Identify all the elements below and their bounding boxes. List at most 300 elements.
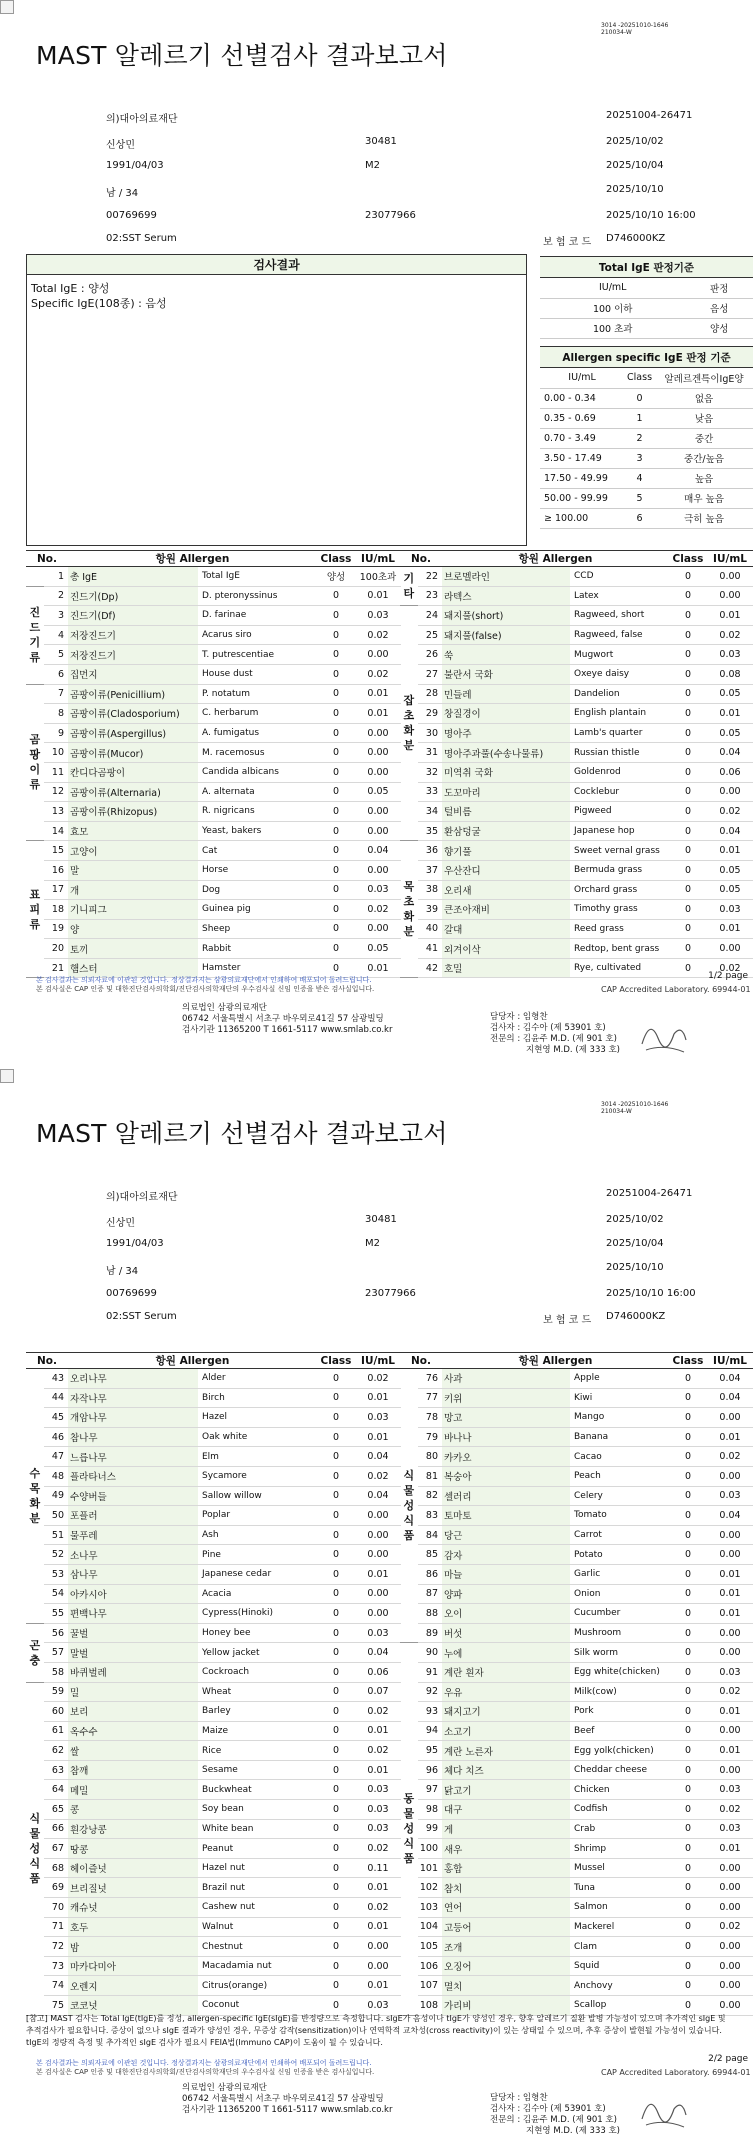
allergen-korean: 아카시아	[68, 1584, 198, 1604]
ward: M2	[365, 160, 380, 171]
allergen-number: 15	[44, 841, 68, 861]
allergen-value: 0.01	[707, 841, 753, 861]
allergen-english: Squid	[570, 1956, 669, 1976]
allergen-korean: 마늘	[442, 1564, 570, 1584]
allergen-english: Chestnut	[198, 1937, 317, 1957]
allergen-class: 0	[317, 782, 355, 802]
allergen-english: Sallow willow	[198, 1486, 317, 1506]
allergen-number: 5	[44, 645, 68, 665]
lab-contact: 검사기관 11365200 T 1661-5117 www.smlab.co.kr	[182, 2105, 393, 2115]
allergen-number: 90	[418, 1643, 442, 1663]
allergen-table-right	[400, 1352, 753, 2016]
allergen-english: Macadamia nut	[198, 1956, 317, 1976]
allergen-english: Redtop, bent grass	[570, 939, 669, 959]
allergen-english: Banana	[570, 1427, 669, 1447]
broken-image-icon	[0, 0, 14, 14]
insurance-code: D746000KZ	[606, 1311, 666, 1322]
allergen-class: 0	[669, 782, 707, 802]
column-header-no: No.	[400, 551, 442, 567]
criteria-col: 판정	[685, 278, 753, 298]
allergen-number: 14	[44, 821, 68, 841]
allergen-number: 36	[418, 841, 442, 861]
allergen-number: 35	[418, 821, 442, 841]
allergen-english: Crab	[570, 1819, 669, 1839]
criteria-cell: 3	[624, 448, 655, 468]
allergen-korean: 흰강낭콩	[68, 1819, 198, 1839]
allergen-class: 0	[669, 625, 707, 645]
allergen-korean: 효모	[68, 821, 198, 841]
allergen-korean: 가리비	[442, 1996, 570, 2016]
table-row	[26, 1682, 401, 1702]
collected-date: 2025/10/02	[606, 1214, 664, 1225]
allergen-class: 0	[669, 684, 707, 704]
criteria-cell: 4	[624, 468, 655, 488]
allergen-korean: 참나무	[68, 1427, 198, 1447]
table-row	[400, 821, 753, 841]
table-row	[26, 1702, 401, 1722]
allergen-value: 0.01	[707, 1584, 753, 1604]
allergen-value: 0.11	[355, 1858, 401, 1878]
table-row	[400, 1643, 753, 1663]
allergen-number: 30	[418, 723, 442, 743]
allergen-korean: 자작나무	[68, 1388, 198, 1408]
allergen-class: 0	[317, 1623, 355, 1643]
allergen-number: 99	[418, 1819, 442, 1839]
allergen-number: 71	[44, 1917, 68, 1937]
allergen-english: Rye, cultivated	[570, 958, 669, 978]
allergen-class: 0	[317, 704, 355, 724]
allergen-number: 45	[44, 1408, 68, 1428]
insurance-label: 보 험 코 드	[543, 1315, 592, 1326]
allergen-number: 48	[44, 1466, 68, 1486]
allergen-value: 0.01	[355, 586, 401, 606]
allergen-value: 0.08	[707, 664, 753, 684]
allergen-class: 0	[669, 1447, 707, 1467]
table-row	[400, 880, 753, 900]
allergen-class: 0	[317, 664, 355, 684]
criteria-cell: 매우 높음	[655, 488, 753, 508]
allergen-korean: 멸치	[442, 1976, 570, 1996]
allergen-value: 0.00	[355, 1545, 401, 1565]
column-header-allergen: 항원 Allergen	[442, 551, 669, 567]
allergen-english: Ragweed, short	[570, 606, 669, 626]
allergen-number: 83	[418, 1506, 442, 1526]
column-header-no: No.	[26, 1353, 68, 1369]
allergen-value: 0.03	[355, 1623, 401, 1643]
patient-name: 신상민	[106, 1218, 135, 1229]
allergen-korean: 개	[68, 880, 198, 900]
allergen-class: 0	[669, 743, 707, 763]
table-row	[400, 1427, 753, 1447]
allergen-english: Japanese hop	[570, 821, 669, 841]
allergen-class: 0	[317, 1996, 355, 2016]
allergen-english: Sycamore	[198, 1466, 317, 1486]
allergen-korean: 쌀	[68, 1741, 198, 1761]
reference-note: [참고] MAST 검사는 Total IgE(tIgE)를 정성, allergen-specific IgE(sIgE)를 반정량으로 측정합니다. sIgE가 음성이나 tIgE가 양성인 경우, 향후 알레르기 질환 발병 가능성이 있으며 추가적인 sIgE 및 추적검사가 필요합니다. 증상이 없으나 sIgE 결과가 양성인 경우, 무증상 감작(sensitization)이나 연역학적 교차성(cross reactivity)이 있는 상태일 수 있으며, 추후 증상이 발현될 가능성이 있습니다. tIgE의 정량적 측정 및 추가적인 sIgE 검사가 필요시 FEIA법(Immuno CAP)이 도움이 될 수 있습니다.	[26, 2014, 726, 2047]
allergen-number: 6	[44, 664, 68, 684]
table-row	[26, 1388, 401, 1408]
table-row	[400, 1682, 753, 1702]
allergen-value: 0.03	[355, 1996, 401, 2016]
table-row	[400, 762, 753, 782]
allergen-number: 82	[418, 1486, 442, 1506]
allergen-number: 61	[44, 1721, 68, 1741]
total-ige-criteria-title: Total IgE 판정기준	[540, 256, 753, 278]
allergen-english: Goldenrod	[570, 762, 669, 782]
allergen-value: 0.03	[707, 1662, 753, 1682]
table-row	[26, 1408, 401, 1428]
specimen-type: 02:SST Serum	[106, 1311, 177, 1322]
allergen-english: Codfish	[570, 1800, 669, 1820]
table-row	[400, 1584, 753, 1604]
allergen-korean: 누에	[442, 1643, 570, 1663]
allergen-korean: 콩	[68, 1800, 198, 1820]
allergen-korean: 돼지고기	[442, 1702, 570, 1722]
allergen-number: 104	[418, 1917, 442, 1937]
allergen-english: Cocklebur	[570, 782, 669, 802]
allergen-english: Cucumber	[570, 1604, 669, 1624]
received-date: 2025/10/04	[606, 1238, 664, 1249]
allergen-value: 0.02	[707, 1800, 753, 1820]
allergen-number: 41	[418, 939, 442, 959]
allergen-english: Clam	[570, 1937, 669, 1957]
allergen-number: 23	[418, 586, 442, 606]
table-row	[26, 1369, 401, 1389]
allergen-value: 0.00	[355, 1937, 401, 1957]
allergen-number: 67	[44, 1839, 68, 1859]
criteria-col: 알레르겐특이IgE양	[655, 368, 753, 388]
allergen-class: 0	[317, 939, 355, 959]
allergen-class: 0	[317, 684, 355, 704]
table-row	[400, 1702, 753, 1722]
page-number: 2/2 page	[708, 2054, 748, 2064]
table-row	[26, 841, 401, 861]
allergen-korean: 감자	[442, 1545, 570, 1565]
allergen-value: 0.01	[355, 704, 401, 724]
table-row	[26, 625, 401, 645]
allergen-number: 65	[44, 1800, 68, 1820]
allergen-number: 98	[418, 1800, 442, 1820]
lab-name: 의료법인 삼광의료재단	[182, 1003, 267, 1013]
allergen-class: 0	[669, 664, 707, 684]
allergen-class: 0	[317, 958, 355, 978]
allergen-korean: 마카다미아	[68, 1956, 198, 1976]
table-row	[26, 1506, 401, 1526]
allergen-class: 0	[669, 645, 707, 665]
specific-ige-result: Specific IgE(108종) : 음성	[31, 297, 167, 310]
allergen-class: 0	[669, 939, 707, 959]
allergen-value: 0.00	[707, 1408, 753, 1428]
allergen-english: Garlic	[570, 1564, 669, 1584]
table-row	[400, 1564, 753, 1584]
allergen-value: 0.02	[355, 664, 401, 684]
allergen-value: 0.05	[355, 939, 401, 959]
table-row	[400, 1447, 753, 1467]
allergen-english: Tomato	[570, 1506, 669, 1526]
allergen-korean: 라텍스	[442, 586, 570, 606]
allergen-korean: 오리나무	[68, 1369, 198, 1389]
table-row	[400, 1858, 753, 1878]
allergen-class: 0	[317, 880, 355, 900]
table-row	[400, 1839, 753, 1859]
allergen-value: 0.03	[355, 1780, 401, 1800]
criteria-cell: 3.50 - 17.49	[540, 448, 624, 468]
sex-age: 남 / 34	[106, 188, 139, 199]
allergen-korean: 오리새	[442, 880, 570, 900]
allergen-class: 0	[669, 1388, 707, 1408]
allergen-value: 0.00	[707, 1878, 753, 1898]
allergen-english: Sheep	[198, 919, 317, 939]
allergen-number: 97	[418, 1780, 442, 1800]
allergen-number: 1	[44, 567, 68, 587]
total-ige-criteria	[540, 256, 753, 339]
allergen-english: Chicken	[570, 1780, 669, 1800]
allergen-number: 11	[44, 762, 68, 782]
allergen-value: 0.00	[355, 1956, 401, 1976]
allergen-number: 87	[418, 1584, 442, 1604]
allergen-class: 0	[317, 802, 355, 822]
allergen-korean: 호두	[68, 1917, 198, 1937]
allergen-value: 0.03	[707, 645, 753, 665]
column-header-class: Class	[669, 1353, 707, 1369]
allergen-class: 0	[317, 1839, 355, 1859]
allergen-number: 34	[418, 802, 442, 822]
allergen-value: 0.04	[707, 821, 753, 841]
sex-age: 남 / 34	[106, 1266, 139, 1277]
allergen-number: 64	[44, 1780, 68, 1800]
allergen-korean: 소고기	[442, 1721, 570, 1741]
allergen-class: 0	[669, 1721, 707, 1741]
table-row	[26, 1643, 401, 1663]
allergen-korean: 셀러리	[442, 1486, 570, 1506]
allergen-class: 0	[317, 1369, 355, 1389]
specimen-id: 00769699	[106, 210, 157, 221]
allergen-english: Peanut	[198, 1839, 317, 1859]
allergen-number: 77	[418, 1388, 442, 1408]
table-row	[26, 1937, 401, 1957]
allergen-korean: 밤	[68, 1937, 198, 1957]
table-row	[26, 704, 401, 724]
allergen-number: 22	[418, 567, 442, 587]
allergen-korean: 고양이	[68, 841, 198, 861]
allergen-value: 0.00	[707, 1996, 753, 2016]
allergen-value: 0.00	[707, 1643, 753, 1663]
table-row	[26, 1662, 401, 1682]
result-box	[26, 254, 527, 546]
allergen-korean: 말벌	[68, 1643, 198, 1663]
criteria-col: IU/mL	[540, 278, 685, 298]
chart-number: 30481	[365, 136, 397, 147]
allergen-korean: 브로멜라인	[442, 567, 570, 587]
allergen-number: 3	[44, 606, 68, 626]
allergen-class: 0	[669, 1898, 707, 1918]
allergen-number: 80	[418, 1447, 442, 1467]
allergen-number: 27	[418, 664, 442, 684]
report-page-2	[0, 1069, 756, 2138]
allergen-english: Acarus siro	[198, 625, 317, 645]
allergen-number: 16	[44, 860, 68, 880]
allergen-english: A. alternata	[198, 782, 317, 802]
allergen-english: Ash	[198, 1525, 317, 1545]
allergen-value: 0.04	[707, 743, 753, 763]
allergen-class: 0	[317, 1486, 355, 1506]
allergen-class: 0	[317, 841, 355, 861]
reported-date: 2025/10/10	[606, 184, 664, 195]
allergen-english: Mussel	[570, 1858, 669, 1878]
table-row	[400, 664, 753, 684]
allergen-value: 0.00	[707, 567, 753, 587]
footer-certification: 본 검사실은 CAP 인증 및 대한진단검사의학회/진단검사의학재단의 우수검사실 신임 인증을 받은 검사실입니다.	[36, 2068, 375, 2076]
table-row	[400, 841, 753, 861]
allergen-class: 0	[669, 1408, 707, 1428]
allergen-english: House dust	[198, 664, 317, 684]
allergen-value: 0.06	[355, 1662, 401, 1682]
allergen-english: Salmon	[570, 1898, 669, 1918]
allergen-english: Sesame	[198, 1760, 317, 1780]
allergen-value: 0.02	[707, 625, 753, 645]
ward: M2	[365, 1238, 380, 1249]
column-header-no: No.	[400, 1353, 442, 1369]
allergen-korean: 환삼덩굴	[442, 821, 570, 841]
cap-accreditation: CAP Accredited Laboratory. 69944-01	[601, 2068, 751, 2077]
allergen-korean: 총 IgE	[68, 567, 198, 587]
allergen-number: 73	[44, 1956, 68, 1976]
allergen-value: 0.00	[355, 1525, 401, 1545]
criteria-cell: 높음	[655, 468, 753, 488]
staff-tester: 검사자 : 김수아 (제 53901 호)	[490, 1023, 606, 1033]
allergen-korean: 참치	[442, 1878, 570, 1898]
group-label: 기 타	[400, 567, 418, 606]
allergen-english: Dog	[198, 880, 317, 900]
allergen-english: Orchard grass	[570, 880, 669, 900]
allergen-korean: 복숭아	[442, 1466, 570, 1486]
column-header-allergen: 항원 Allergen	[68, 1353, 317, 1369]
allergen-class: 0	[669, 1427, 707, 1447]
allergen-korean: 고등어	[442, 1917, 570, 1937]
allergen-english: Brazil nut	[198, 1878, 317, 1898]
allergen-value: 0.03	[355, 1408, 401, 1428]
allergen-number: 95	[418, 1741, 442, 1761]
allergen-value: 0.01	[707, 606, 753, 626]
hospital-name: 의)대아의료재단	[106, 114, 178, 125]
allergen-value: 0.04	[355, 1643, 401, 1663]
allergen-english: Cypress(Hinoki)	[198, 1604, 317, 1624]
insurance-code: D746000KZ	[606, 233, 666, 244]
table-row	[26, 723, 401, 743]
table-row	[26, 1741, 401, 1761]
allergen-number: 43	[44, 1369, 68, 1389]
allergen-class: 0	[669, 1525, 707, 1545]
criteria-cell: 17.50 - 49.99	[540, 468, 624, 488]
allergen-class: 0	[317, 1760, 355, 1780]
table-row	[400, 782, 753, 802]
allergen-english: D. pteronyssinus	[198, 586, 317, 606]
table-row	[400, 900, 753, 920]
lab-contact: 검사기관 11365200 T 1661-5117 www.smlab.co.kr	[182, 1025, 393, 1035]
allergen-class: 0	[669, 919, 707, 939]
allergen-number: 54	[44, 1584, 68, 1604]
criteria-cell: 1	[624, 408, 655, 428]
allergen-number: 20	[44, 939, 68, 959]
allergen-value: 0.03	[707, 1486, 753, 1506]
column-header-iu: IU/mL	[707, 551, 753, 567]
allergen-number: 2	[44, 586, 68, 606]
allergen-value: 0.01	[355, 1427, 401, 1447]
allergen-table-left	[26, 1352, 401, 2016]
allergen-value: 0.01	[355, 958, 401, 978]
allergen-number: 32	[418, 762, 442, 782]
table-row	[400, 1976, 753, 1996]
table-row	[26, 586, 401, 606]
allergen-class: 0	[669, 802, 707, 822]
allergen-class: 0	[669, 606, 707, 626]
allergen-class: 0	[669, 860, 707, 880]
table-row	[26, 1956, 401, 1976]
allergen-class: 0	[317, 645, 355, 665]
allergen-english: Candida albicans	[198, 762, 317, 782]
chart-number: 30481	[365, 1214, 397, 1225]
table-row	[26, 1584, 401, 1604]
group-label: 진 드 기 류	[26, 586, 44, 684]
allergen-number: 74	[44, 1976, 68, 1996]
allergen-number: 70	[44, 1898, 68, 1918]
allergen-number: 106	[418, 1956, 442, 1976]
page-title: MAST 알레르기 선별검사 결과보고서	[36, 41, 448, 70]
table-row	[400, 919, 753, 939]
allergen-value: 0.00	[355, 919, 401, 939]
allergen-value: 0.04	[355, 1486, 401, 1506]
allergen-class: 0	[669, 841, 707, 861]
allergen-class: 0	[317, 1662, 355, 1682]
table-row	[400, 1486, 753, 1506]
allergen-table-left	[26, 550, 401, 978]
allergen-english: Walnut	[198, 1917, 317, 1937]
allergen-korean: 게	[442, 1819, 570, 1839]
table-row	[26, 802, 401, 822]
specific-ige-criteria-title: Allergen specific IgE 판정 기준	[540, 346, 753, 368]
footer-notice: 본 검사결과는 의뢰자료에 이관된 것입니다. 정상결과지는 삼광의료재단에서 인쇄하여 배포되어 돌려드립니다.	[36, 976, 372, 984]
criteria-cell: 5	[624, 488, 655, 508]
table-row	[400, 1780, 753, 1800]
allergen-class: 0	[669, 821, 707, 841]
allergen-number: 40	[418, 919, 442, 939]
allergen-value: 0.03	[355, 1800, 401, 1820]
allergen-number: 78	[418, 1408, 442, 1428]
allergen-english: Hazel	[198, 1408, 317, 1428]
allergen-english: Ragweed, false	[570, 625, 669, 645]
allergen-english: R. nigricans	[198, 802, 317, 822]
allergen-value: 0.01	[707, 1839, 753, 1859]
table-row	[26, 1878, 401, 1898]
allergen-class: 0	[669, 1545, 707, 1565]
allergen-english: Mushroom	[570, 1623, 669, 1643]
allergen-class: 0	[317, 1643, 355, 1663]
allergen-class: 0	[669, 1369, 707, 1389]
allergen-english: Cat	[198, 841, 317, 861]
allergen-value: 0.05	[707, 723, 753, 743]
allergen-number: 10	[44, 743, 68, 763]
allergen-korean: 갈대	[442, 919, 570, 939]
allergen-korean: 오이	[442, 1604, 570, 1624]
column-header-no: No.	[26, 551, 68, 567]
allergen-english: Oxeye daisy	[570, 664, 669, 684]
staff-doctor: 전문의 : 김윤주 M.D. (제 901 호)	[490, 2115, 617, 2125]
criteria-cell: 0.35 - 0.69	[540, 408, 624, 428]
allergen-value: 0.01	[355, 1721, 401, 1741]
table-row	[26, 1721, 401, 1741]
reported-time: 2025/10/10 16:00	[606, 210, 696, 221]
signature-icon	[636, 2089, 692, 2131]
